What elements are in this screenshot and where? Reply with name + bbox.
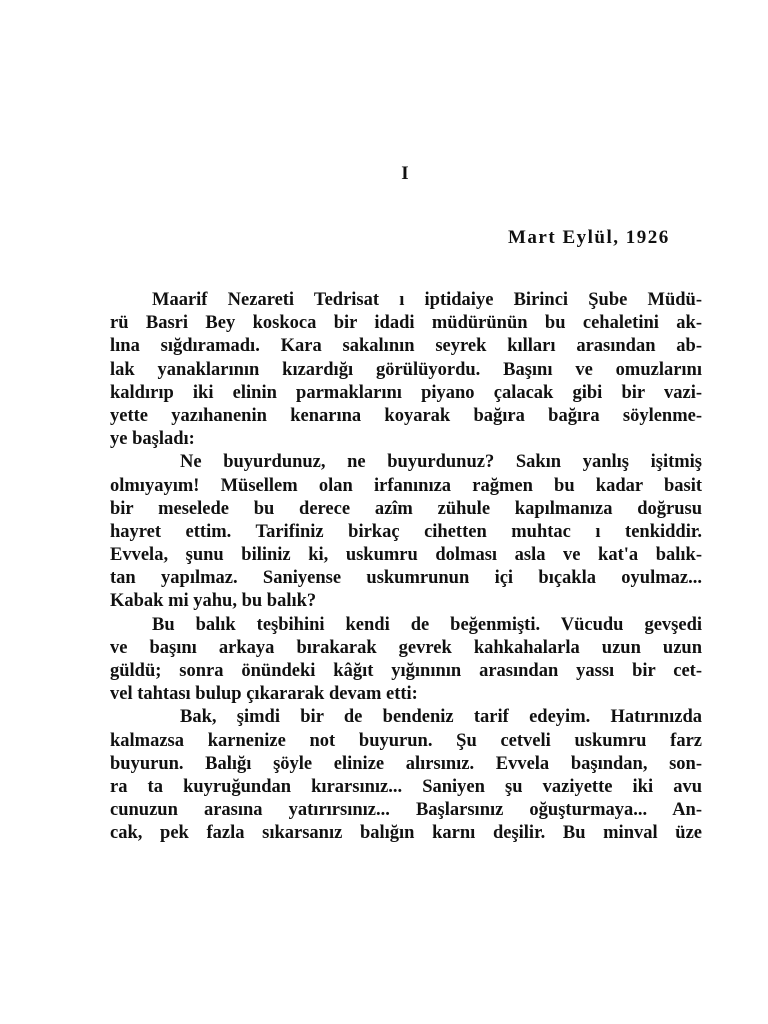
text-line: lına sığdıramadı. Kara sakalının seyrek kılları arasından ab- (110, 336, 702, 357)
text-line: Evvela, şunu biliniz ki, uskumru dolması asla ve kat'a balık- (110, 545, 702, 566)
text-line: Bu balık teşbihini kendi de beğenmişti. Vücudu gevşedi (152, 614, 702, 635)
text-line: kaldırıp iki elinin parmaklarını piyano çalacak gibi bir vazi- (110, 382, 702, 403)
text-line: güldü; sonra önündeki kâğıt yığınının arasından yassı bir cet- (110, 661, 702, 681)
text-line: cak, pek fazla sıkarsanız balığın karnı deşilir. Bu minval üze (110, 823, 702, 844)
body-text (110, 289, 702, 846)
text-line: hayret ettim. Tarifiniz birkaç cihetten muhtac ı tenkiddir. (110, 521, 702, 542)
text-line: tan yapılmaz. Saniyense uskumrunun içi bıçakla oyulmaz... (110, 568, 702, 589)
text-line: ra ta kuyruğundan kırarsınız... Saniyen şu vaziyette iki avu (110, 776, 702, 797)
text-line: lak yanaklarının kızardığı görülüyordu. Başını ve omuzlarını (110, 359, 702, 380)
text-line: rü Basri Bey koskoca bir idadi müdürünün bu cehaletini ak- (110, 313, 702, 334)
text-line: olmıyayım! Müsellem olan irfanınıza rağmen bu kadar basit (110, 475, 702, 496)
text-line: ve başını arkaya bırakarak gevrek kahkahalarla uzun uzun (110, 637, 702, 658)
chapter-date: Mart Eylül, 1926 (508, 227, 670, 248)
text-line: yette yazıhanenin kenarına koyarak bağıra bağıra söylenme- (110, 405, 702, 426)
text-line: bir meselede bu derece azîm zühule kapılmanıza doğrusu (110, 498, 702, 519)
text-line: Bak, şimdi bir de bendeniz tarif edeyim. Hatırınızda (180, 707, 702, 728)
text-line: vel tahtası bulup çıkararak devam etti: (110, 684, 418, 705)
text-line: Maarif Nezareti Tedrisat ı iptidaiye Birinci Şube Müdü- (152, 290, 702, 310)
text-line: Kabak mi yahu, bu balık? (110, 591, 317, 612)
text-line: buyurun. Balığı şöyle elinize alırsınız. Evvela başından, son- (110, 753, 702, 774)
text-line: Ne buyurdunuz, ne buyurdunuz? Sakın yanlış işitmiş (180, 452, 702, 473)
text-line: cunuzun arasına yatırırsınız... Başlarsınız oğuşturmaya... An- (110, 800, 702, 821)
text-line: kalmazsa karnenize not buyurun. Şu cetveli uskumru farz (110, 730, 702, 751)
text-line: ye başladı: (110, 429, 195, 450)
chapter-number: I (401, 163, 409, 184)
